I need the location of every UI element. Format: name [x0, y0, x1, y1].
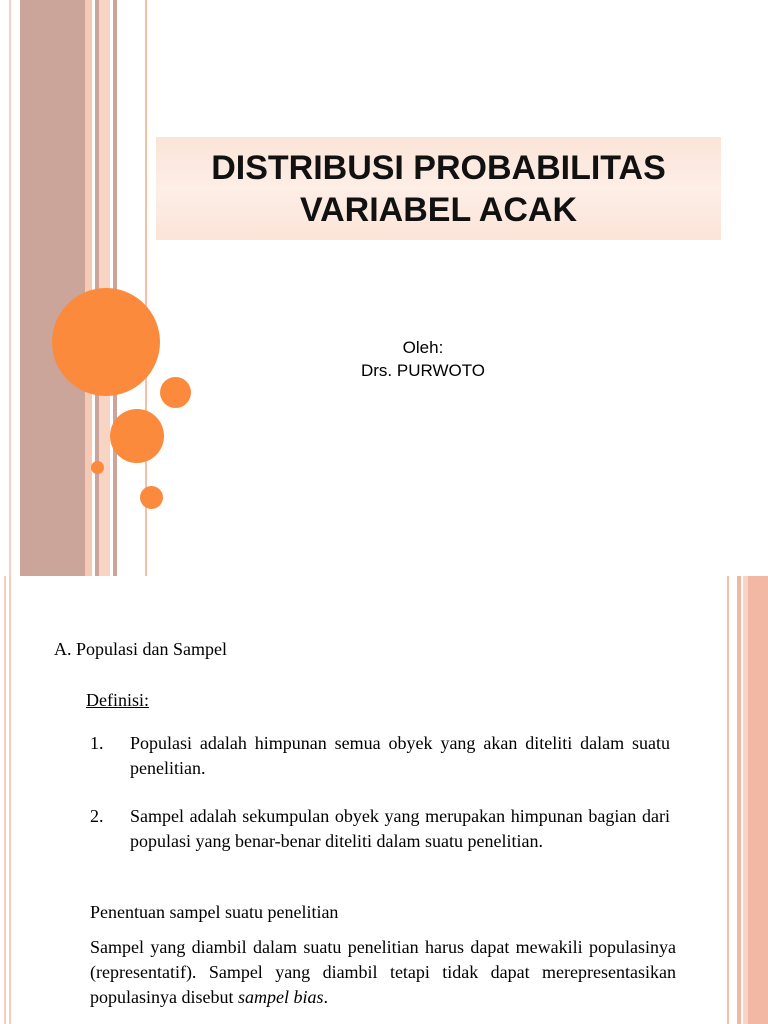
stripe-decoration: [20, 0, 85, 576]
definition-item: [90, 731, 670, 781]
slide-title: [156, 147, 721, 231]
paragraph-end: .: [323, 987, 328, 1007]
item-text: Populasi adalah himpunan semua obyek yang akan diteliti dalam suatu penelitian.: [130, 733, 670, 778]
slide-title-line-2: VARIABEL ACAK: [299, 191, 578, 229]
item-number: 2.: [90, 806, 104, 826]
definition-item: [90, 804, 670, 854]
paragraph-text: Sampel yang diambil dalam suatu penelitian harus dapat mewakili populasinya (representatif). Sampel yang diambil tetapi tidak dapat merepresentasikan populasinya disebut: [90, 937, 676, 1007]
small-circle-decoration: [160, 377, 191, 408]
author-block: [300, 336, 546, 382]
definition-label: Definisi:: [86, 690, 149, 710]
paragraph-emphasis: sampel bias: [237, 987, 324, 1007]
stripe-decoration: [737, 576, 741, 1024]
sub-heading: Penentuan sampel suatu penelitian: [90, 902, 339, 922]
medium-circle-decoration: [110, 409, 164, 463]
stripe-decoration: [9, 0, 11, 576]
author-label: Oleh:: [402, 338, 444, 357]
section-heading: A. Populasi dan Sampel: [54, 639, 227, 659]
stripe-decoration: [85, 0, 92, 576]
stripe-decoration: [9, 576, 11, 1024]
item-text: Sampel adalah sekumpulan obyek yang merupakan himpunan bagian dari populasi yang benar-benar diteliti dalam suatu penelitian.: [130, 806, 670, 851]
stripe-decoration: [748, 576, 768, 1024]
content-slide: [0, 576, 768, 1024]
body-paragraph: [90, 935, 676, 1010]
small-circle-decoration: [140, 486, 163, 509]
large-circle-decoration: [52, 288, 160, 396]
item-number: 1.: [90, 733, 104, 753]
stripe-decoration: [4, 576, 6, 1024]
tiny-circle-decoration: [91, 461, 104, 474]
stripe-decoration: [727, 576, 729, 1024]
author-name: Drs. PURWOTO: [360, 361, 486, 380]
slide-title-line-1: DISTRIBUSI PROBABILITAS: [211, 149, 666, 187]
